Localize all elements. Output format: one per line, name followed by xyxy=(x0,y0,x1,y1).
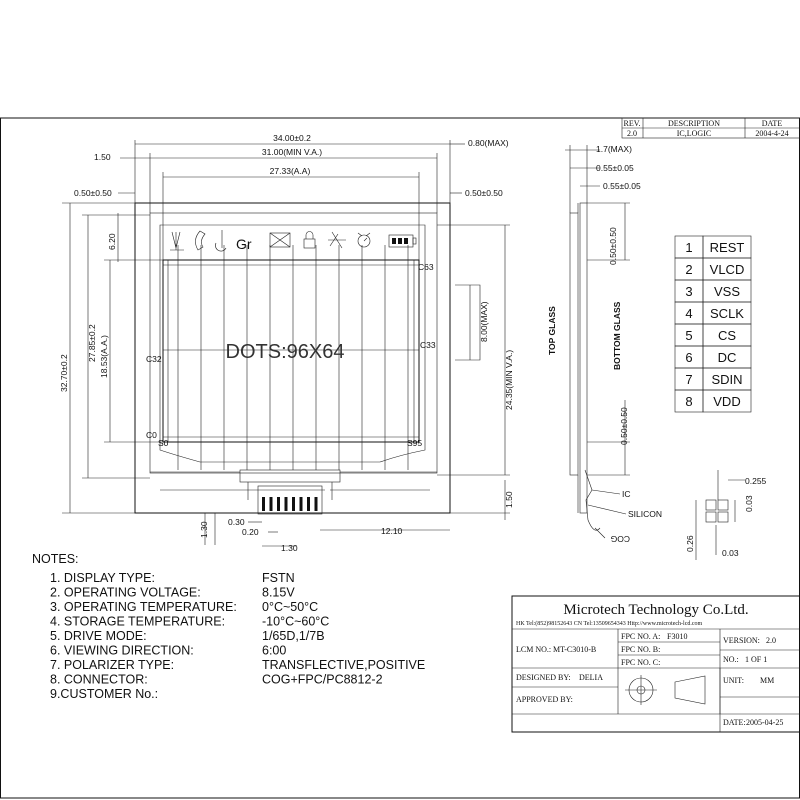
note-label: 4. STORAGE TEMPERATURE: xyxy=(50,614,226,629)
company-contact: HK Tel:(852)98152643 CN Tel:13509654343 Http://www.microtech-lcd.com xyxy=(516,621,703,627)
note-value: 1/65D,1/7B xyxy=(262,629,325,643)
dim-pitch-b: 0.30 xyxy=(228,517,245,527)
dim-height-a: 27.85±0.2 xyxy=(87,324,97,362)
dim-height-total: 32.70±0.2 xyxy=(59,354,69,392)
dim-width-va: 31.00(MIN V.A.) xyxy=(261,147,323,157)
top-glass-profile xyxy=(570,213,578,475)
note-label: 9.CUSTOMER No.: xyxy=(50,687,159,701)
top-glass-label: TOP GLASS xyxy=(547,306,557,355)
pin-name: VLCD xyxy=(709,262,745,277)
dots-label: DOTS:96X64 xyxy=(225,341,345,363)
pin-number: 6 xyxy=(685,350,693,365)
s0-label: S0 xyxy=(158,438,169,448)
fpc-pin xyxy=(262,497,265,511)
dim-height-aa: 18.53(A.A.) xyxy=(99,335,109,378)
dim-bottom: 1.50 xyxy=(504,491,514,508)
pin-name: REST xyxy=(709,240,745,255)
dim-top-icon: 6.20 xyxy=(107,233,117,250)
note-value: 8.15V xyxy=(262,585,295,600)
phone-icon xyxy=(195,231,205,250)
version-label: VERSION: xyxy=(723,636,760,645)
note-value: 0°C~50°C xyxy=(262,600,319,614)
note-value: FSTN xyxy=(262,571,295,585)
pin-table xyxy=(675,236,751,412)
pin-name: VSS xyxy=(713,284,741,299)
date-value: 2004-4-24 xyxy=(755,129,789,138)
notes-heading: NOTES: xyxy=(32,552,79,566)
pin-number: 8 xyxy=(685,394,693,409)
version-value: 2.0 xyxy=(766,636,776,645)
rev-value: 2.0 xyxy=(627,129,637,138)
c0-label: C0 xyxy=(146,430,157,440)
note-icon xyxy=(215,230,226,251)
gr-icon: Gr xyxy=(236,236,252,252)
note-label: 5. DRIVE MODE: xyxy=(50,629,147,643)
notes xyxy=(32,552,425,701)
note-value: TRANSFLECTIVE,POSITIVE xyxy=(262,658,426,672)
ic-chip xyxy=(240,470,340,482)
c32-label: C32 xyxy=(146,354,162,364)
dim-pad-0255: 0.255 xyxy=(745,476,767,486)
description-header: DESCRIPTION xyxy=(667,119,721,128)
designed-by-value: DELIA xyxy=(579,673,603,682)
note-label: 8. CONNECTOR: xyxy=(50,672,148,687)
dim-fpc-height: 8.00(MAX) xyxy=(479,301,489,342)
bottom-glass-profile xyxy=(580,203,587,513)
ic-label: IC xyxy=(622,489,631,499)
dim-fpc-width: 12.10 xyxy=(381,526,403,536)
pin-name: SDIN xyxy=(711,372,743,387)
note-value: COG+FPC/PC8812-2 xyxy=(262,672,383,687)
note-value: -10°C~60°C xyxy=(262,614,330,629)
lcm-no-value: MT-C3010-B xyxy=(553,645,597,654)
unit-label: UNIT: xyxy=(723,676,744,685)
pin-number: 7 xyxy=(685,372,693,387)
date-value-tb: 2005-04-25 xyxy=(746,718,784,727)
description-value: IC,LOGIC xyxy=(676,129,712,138)
note-label: 2. OPERATING VOLTAGE: xyxy=(50,585,201,600)
dim-left-offset: 1.50 xyxy=(94,152,111,162)
c33-label: C33 xyxy=(420,340,436,350)
fpc-a-value: F3010 xyxy=(667,632,688,641)
pin-name: DC xyxy=(717,350,737,365)
dim-side-055a: 0.55±0.05 xyxy=(596,163,634,173)
note-value: 6:00 xyxy=(262,643,287,658)
note-label: 3. OPERATING TEMPERATURE: xyxy=(50,600,237,614)
fpc-pin xyxy=(270,497,273,511)
silicon-label: SILICON xyxy=(628,509,663,519)
pin-number: 1 xyxy=(685,240,693,255)
dim-thickness: 0.80(MAX) xyxy=(468,138,509,148)
pin-name: CS xyxy=(717,328,737,343)
projection-cone-icon xyxy=(675,676,705,704)
unit-value: MM xyxy=(760,676,775,685)
rev-header: REV. xyxy=(623,119,641,128)
dim-pitch-c: 0.20 xyxy=(242,527,259,537)
bottom-glass-label: BOTTOM GLASS xyxy=(612,301,622,370)
revision-table xyxy=(622,118,800,138)
pin-name: SCLK xyxy=(710,306,744,321)
side-view xyxy=(547,144,662,544)
fpc-pin xyxy=(315,497,318,511)
date-header: DATE xyxy=(761,119,783,128)
dim-width-aa: 27.33(A.A) xyxy=(269,166,311,176)
dim-pad-026: 0.26 xyxy=(685,535,695,552)
note-label: 1. DISPLAY TYPE: xyxy=(50,571,155,585)
lock-icon xyxy=(304,239,315,248)
approved-by-label: APPROVED BY: xyxy=(516,695,573,704)
fpc-pin xyxy=(285,497,288,511)
pin-name: VDD xyxy=(713,394,741,409)
dim-side-17: 1.7(MAX) xyxy=(596,144,632,154)
dim-side-050a: 0.50±0.50 xyxy=(608,227,618,265)
pin-number: 3 xyxy=(685,284,693,299)
dim-pitch-a: 1.30 xyxy=(199,521,209,538)
fpc-pin xyxy=(292,497,295,511)
fpc-c-label: FPC NO. C: xyxy=(621,658,661,667)
fpc-pin xyxy=(300,497,303,511)
fpc-a-label: FPC NO. A: xyxy=(621,632,661,641)
dim-pad-003b: 0.03 xyxy=(722,548,739,558)
pin-number: 4 xyxy=(685,306,693,321)
dim-side-050b: 0.50±0.50 xyxy=(619,407,629,445)
lcm-no-label: LCM NO.: xyxy=(516,645,552,654)
title-block xyxy=(512,596,800,732)
s95-label: S95 xyxy=(407,438,423,448)
dim-right-edge: 0.50±0.50 xyxy=(465,188,503,198)
dim-pad-003a: 0.03 xyxy=(744,495,754,512)
dim-left-edge: 0.50±0.50 xyxy=(74,188,112,198)
front-view xyxy=(135,203,450,514)
date-label: DATE: xyxy=(723,718,746,727)
dim-side-055b: 0.55±0.05 xyxy=(603,181,641,191)
note-label: 6. VIEWING DIRECTION: xyxy=(50,643,194,658)
fpc-b-label: FPC NO. B: xyxy=(621,645,661,654)
c63-label: C63 xyxy=(418,262,434,272)
pin-number: 5 xyxy=(685,328,693,343)
dim-pitch-d: 1.30 xyxy=(281,543,298,553)
company-name: Microtech Technology Co.Ltd. xyxy=(563,602,749,618)
cog-label: COG xyxy=(610,534,630,544)
note-label: 7. POLARIZER TYPE: xyxy=(50,658,175,672)
pin-number: 2 xyxy=(685,262,693,277)
fpc-pin xyxy=(277,497,280,511)
pad-detail xyxy=(685,470,767,560)
designed-by-label: DESIGNED BY: xyxy=(516,673,571,682)
antenna-icon xyxy=(170,232,184,250)
sheet-no-value: 1 OF 1 xyxy=(745,655,768,664)
dim-height-va: 24.35(MIN V.A.) xyxy=(504,349,514,410)
mute-icon xyxy=(328,232,346,248)
dim-width-total: 34.00±0.2 xyxy=(273,133,311,143)
fpc-pin xyxy=(307,497,310,511)
sheet-no-label: NO.: xyxy=(723,655,739,664)
